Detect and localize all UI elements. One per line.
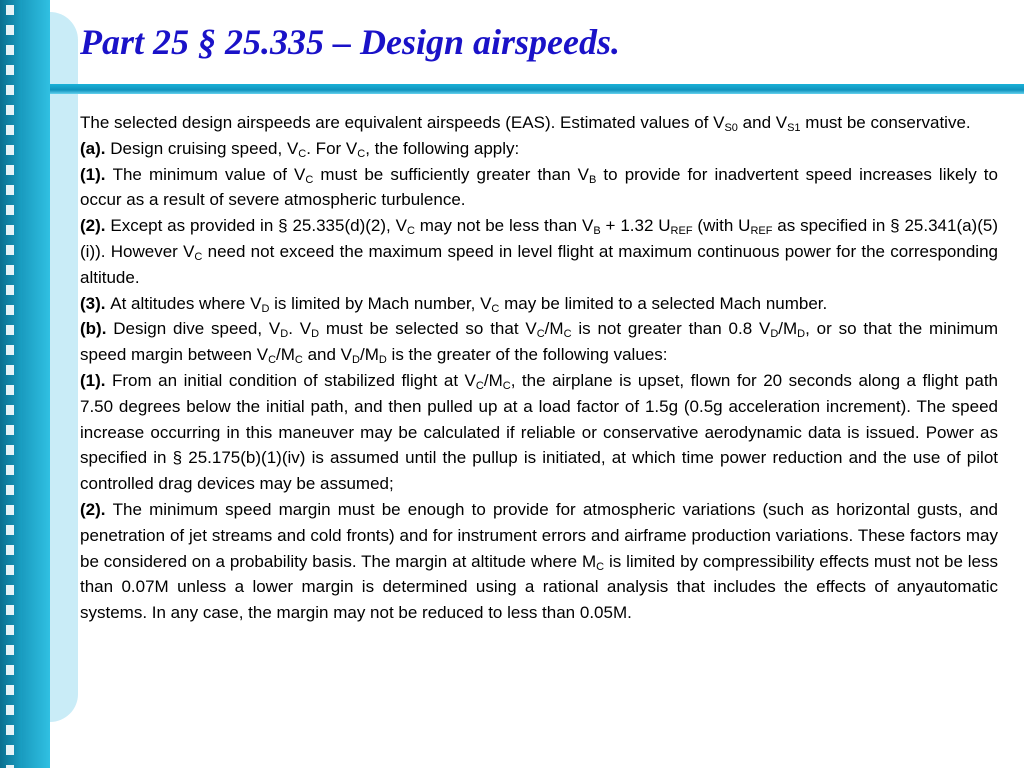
body-paragraph — [80, 497, 998, 626]
subscript: D — [378, 354, 387, 367]
subscript: C — [305, 173, 314, 186]
subscript: REF — [670, 225, 693, 238]
subscript: D — [311, 328, 320, 341]
text-run: and V — [737, 113, 788, 132]
body-paragraph — [80, 110, 998, 136]
subscript: REF — [750, 225, 773, 238]
subscript: D — [352, 354, 360, 367]
text-run: is limited by Mach number, V — [269, 293, 492, 313]
text-run: /M — [359, 345, 379, 365]
subscript: C — [298, 147, 307, 160]
item-marker: (3). — [80, 293, 111, 313]
subscript: D — [280, 328, 289, 341]
body-paragraph — [80, 162, 998, 214]
subscript: S1 — [787, 122, 801, 134]
subscript: C — [475, 379, 484, 392]
subscript: C — [268, 354, 277, 367]
strip-gradient — [22, 0, 50, 768]
slide-title: Part 25 § 25.335 – Design airspeeds. — [80, 22, 620, 62]
body-paragraph — [80, 136, 998, 162]
text-run: as specified in § 25.341(a)(5)(i)). However V — [80, 216, 998, 261]
text-run: Design cruising speed, V — [110, 138, 299, 158]
item-marker: (1). — [80, 164, 113, 184]
text-run: The selected design airspeeds are equivalent airspeeds (EAS). Estimated values of V — [80, 113, 725, 132]
subscript: C — [406, 225, 415, 238]
text-run: , the following apply: — [365, 138, 520, 158]
text-run: , the airplane is upset, flown for 20 seconds along a flight path 7.50 degrees below the initial path, and then pulled up at a load factor of 1.5g (0.5g acceleration increment). The speed increase occurring in this maneuver may be calculated if reliable or conservative aerodynamic data is issued. Power as specified in § 25.175(b)(1)(iv) is assumed until the pullup is initiated, at which time power reduction and the use of pilot controlled drag devices may be assumed; — [80, 370, 999, 494]
text-run: /M — [483, 370, 503, 390]
subscript: S0 — [724, 122, 738, 134]
text-run: need not exceed the maximum speed in level flight at maximum continuous power for the corresponding altitude. — [80, 241, 998, 287]
item-marker: (2). — [80, 216, 111, 236]
text-run: is limited by compressibility effects must not be less than 0.07M unless a lower margin is determined using a rational analysis that includes the effects of anyautomatic systems. In any case, the margin may not be reduced to less than 0.05M. — [80, 551, 999, 623]
item-marker: (b). — [80, 319, 114, 339]
text-run: From an initial condition of stabilized flight at V — [112, 370, 476, 390]
subscript: C — [536, 328, 545, 341]
text-run: /M — [778, 319, 798, 339]
body-paragraph — [80, 213, 998, 290]
text-run: . For V — [306, 138, 358, 158]
subscript: D — [797, 328, 806, 341]
text-run: The minimum speed margin must be enough to provide for atmospheric variations (such as horizontal gusts, and penetration of jet streams and cold fronts) and for instrument errors and airframe production variations. These factors may be considered on a probability basis. The margin at altitude where M — [80, 499, 998, 571]
body-paragraph — [80, 368, 998, 497]
text-run: is not greater than 0.8 V — [571, 319, 771, 339]
text-run: /M — [544, 319, 564, 339]
subscript: C — [596, 560, 605, 573]
subscript: C — [491, 302, 500, 315]
text-run: + 1.32 U — [600, 216, 671, 236]
text-run: Design dive speed, V — [113, 319, 281, 339]
subscript: C — [502, 379, 511, 392]
text-run: is the greater of the following values: — [386, 345, 668, 365]
subscript: B — [588, 173, 597, 186]
subscript: D — [261, 302, 270, 315]
body-paragraph — [80, 291, 998, 317]
subscript: D — [770, 328, 779, 341]
subscript: C — [357, 147, 366, 160]
subscript: C — [563, 328, 572, 341]
text-run: The minimum value of V — [112, 164, 306, 184]
text-run: . V — [288, 319, 312, 339]
slide-body — [80, 110, 998, 626]
text-run: must be selected so that V — [319, 319, 537, 339]
text-run: to provide for inadvertent speed increases likely to occur as a result of severe atmospheric turbulence. — [80, 164, 998, 210]
left-decorative-strip — [0, 0, 50, 768]
film-perforation-pattern — [6, 0, 14, 768]
text-run: must be sufficiently greater than V — [313, 164, 589, 184]
text-run: may be limited to a selected Mach number. — [499, 293, 828, 313]
decorative-panel — [50, 12, 78, 722]
text-run: , or so that the minimum speed margin between V — [80, 319, 998, 365]
item-marker: (a). — [80, 138, 111, 158]
body-paragraph — [80, 316, 998, 368]
subscript: B — [593, 225, 601, 238]
text-run: At altitudes where V — [110, 293, 262, 313]
item-marker: (2). — [80, 499, 113, 519]
title-divider-bar — [50, 84, 1024, 94]
text-run: (with U — [692, 216, 751, 236]
subscript: C — [194, 250, 203, 263]
text-run: Except as provided in § 25.335(d)(2), V — [110, 216, 407, 236]
subscript: C — [294, 354, 303, 367]
text-run: and V — [302, 345, 353, 365]
text-run: /M — [276, 345, 295, 365]
text-run: must be conservative. — [800, 113, 971, 132]
item-marker: (1). — [80, 370, 113, 390]
text-run: may not be less than V — [414, 216, 594, 236]
